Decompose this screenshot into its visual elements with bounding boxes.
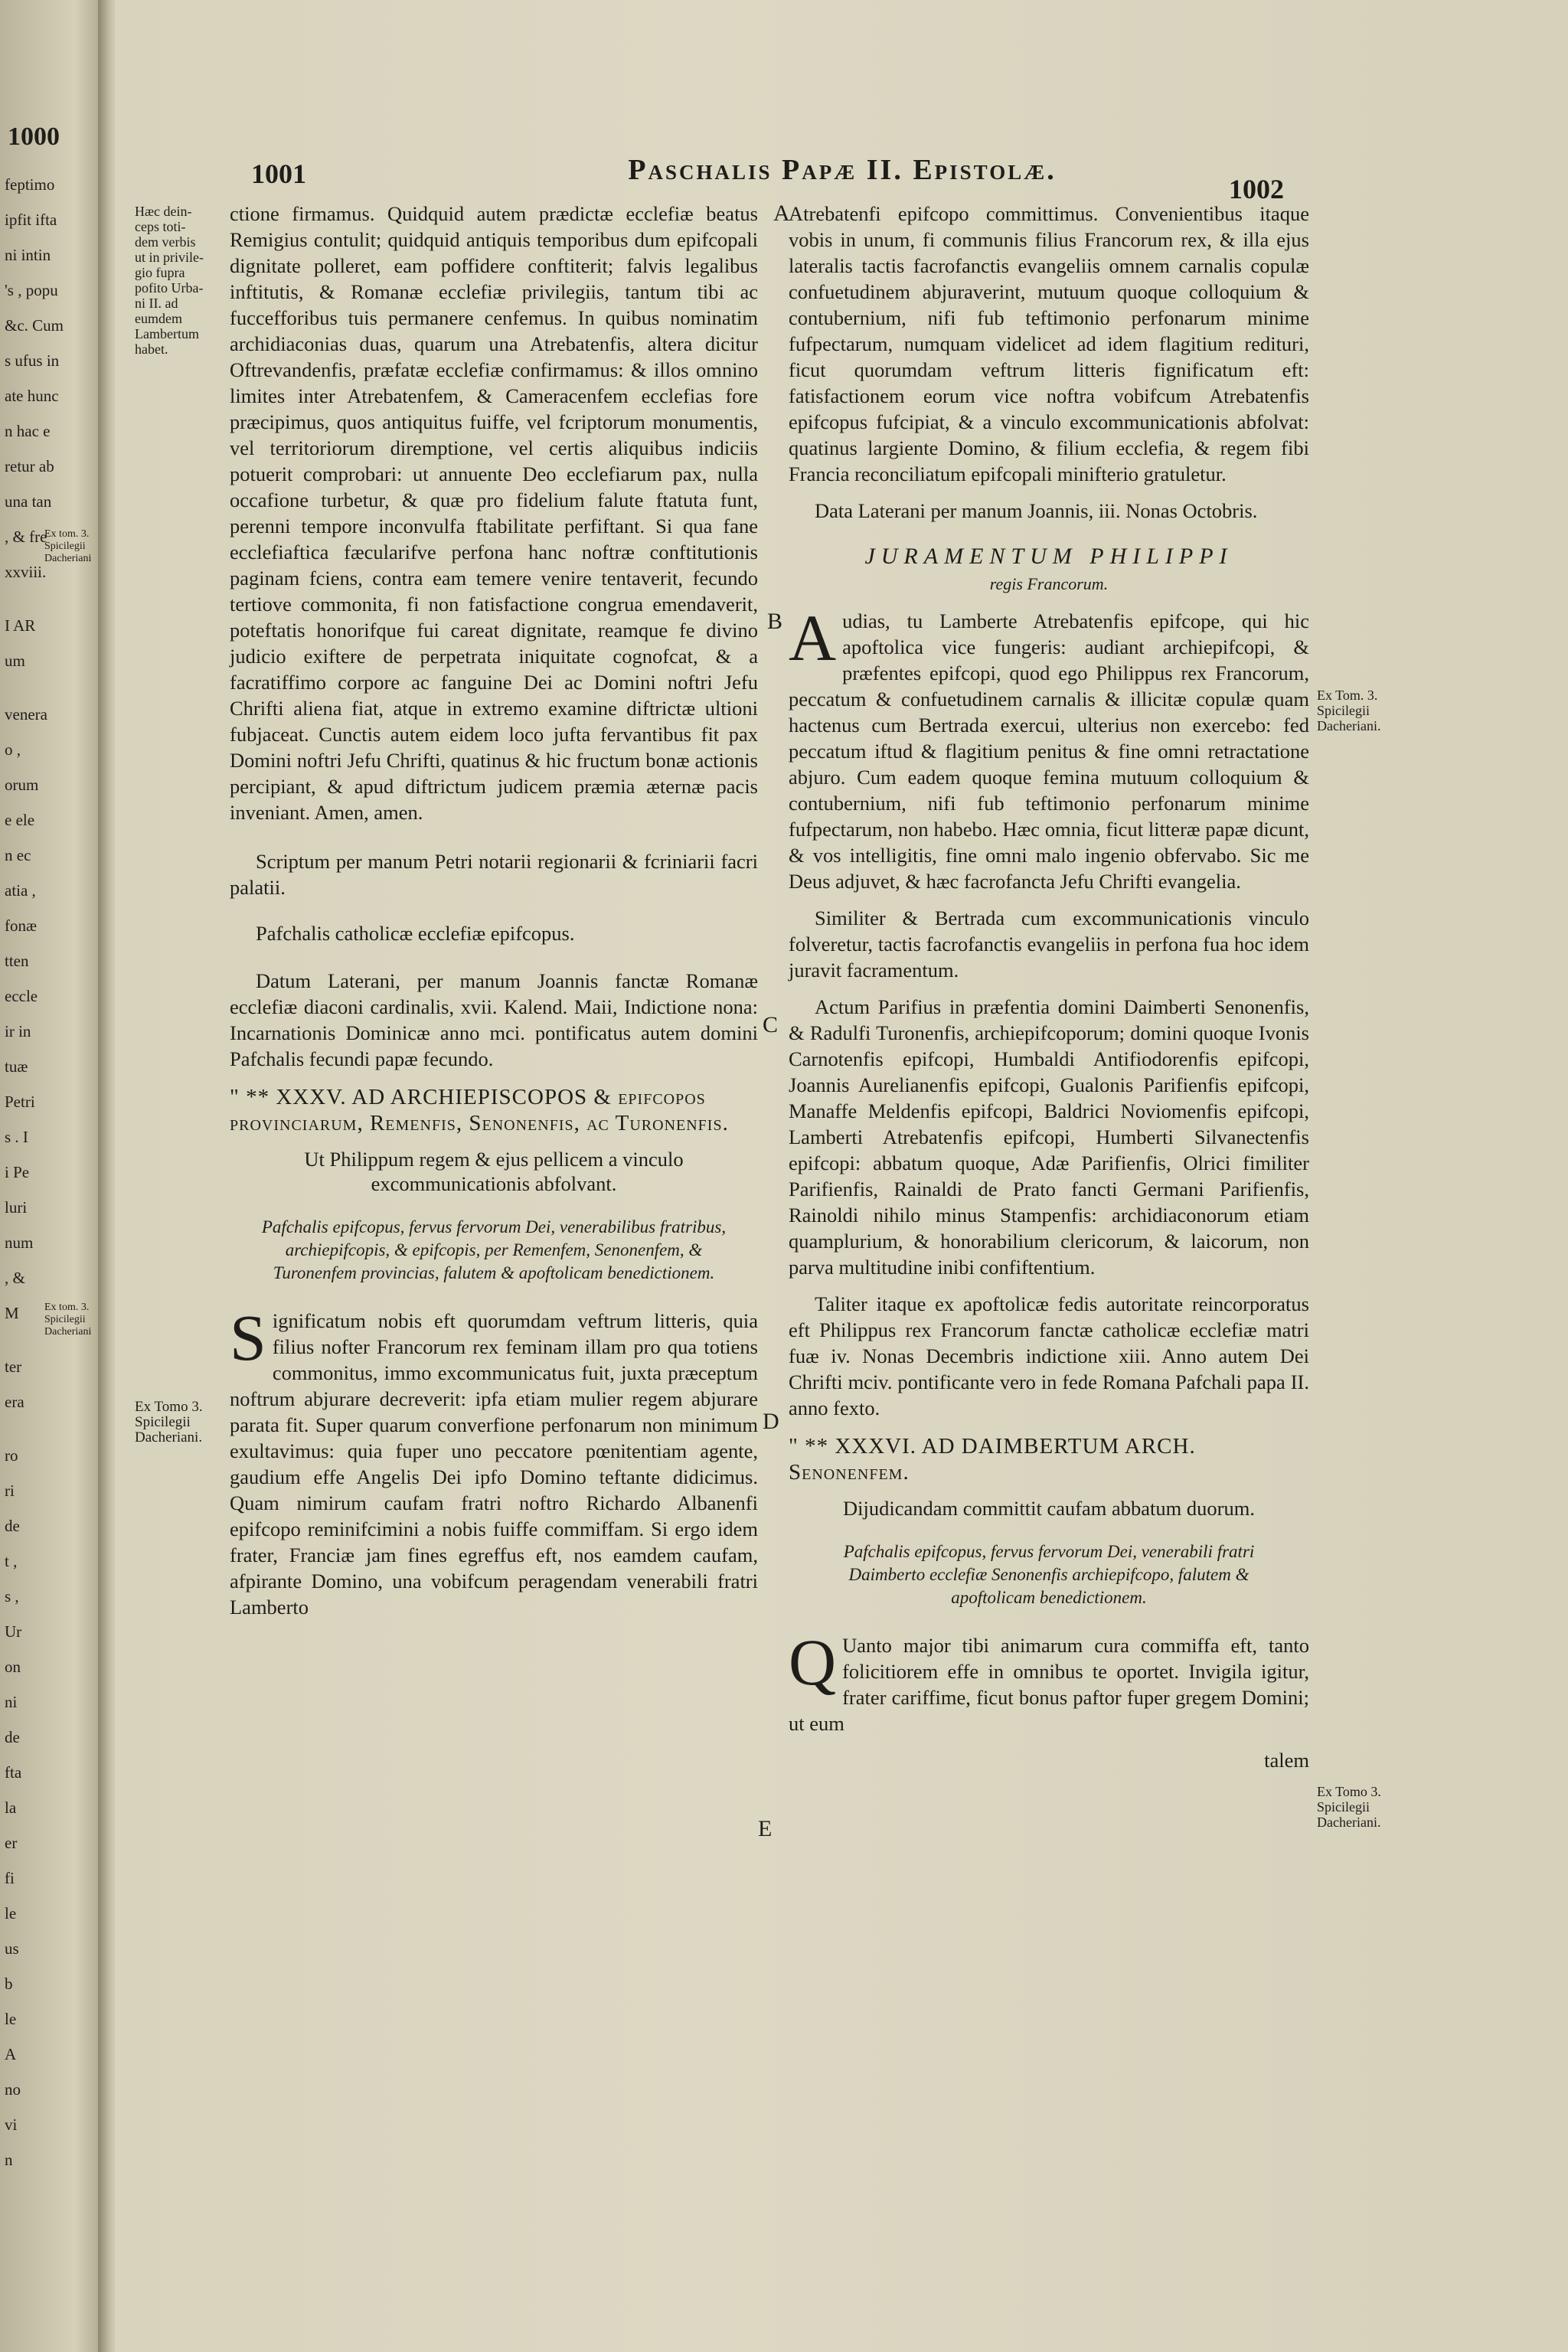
- margin-note-privilege: Hæc dein- ceps toti- dem verbis ut in privile- gio fupra pofito Urba- ni II. ad eumdem Lambertum habet.: [135, 204, 204, 357]
- facing-fragment: ate hunc: [5, 387, 59, 405]
- facing-fragment: una tan: [5, 492, 52, 511]
- facing-fragment: n ec: [5, 846, 31, 864]
- facing-fragment: vi: [5, 2115, 18, 2134]
- margin-note-spicilegium-left: Ex Tomo 3. Spicilegii Dacheriani.: [135, 1399, 203, 1446]
- facing-fragment: um: [5, 652, 25, 670]
- section-letter-b: B: [767, 609, 783, 634]
- facing-fragment: , &: [5, 1269, 25, 1287]
- facing-fragment: le: [5, 2010, 17, 2028]
- margin-note-spicilegium-right-2: Ex Tomo 3. Spicilegii Dacheriani.: [1317, 1784, 1381, 1830]
- privilege-text: ctione firmamus. Quidquid autem prædictæ ecclefiæ beatus Remigius contulit; quidquid antiquis temporibus dum epifcopali dignitate polleret, eam poffidere conftiterit; falvis legalibus inftitutis, & Romanæ ecclefiæ privilegiis, tantum tibi ac fuccefforibus tuis permanere cenfemus. In quibus nominatim archidiaconias duas, quarum una Atrebatenfis, altera dicitur Oftrevandenfis, præfatæ ecclefiæ confirmamus: & illos omnino limites inter Atrebatenfem, & Cameracenfem ecclefias fore præcipimus, quos antiquitus fuiffe, vel fcriptorum monumentis, vel territoriorum diremptione, vel certis aliquibus indiciis potuerit comprobari: ut annuente Deo ecclefiarum pax, nulla occafione turbetur, & quæ pro fidelium falute ftatuta funt, perenni tempore inconvulfa ftabilitate perfiftant. Si qua fane ecclefiaftica fæcularifve perfona hanc noftræ conftitutionis paginam fciens, contra eam temere venire tentaverit, fecundo tertiove commonita, fi non fatisfactione congrua emendaverit, poteftatis honorifque fui careat dignitate, reamque fe divino judicio exiftere de perpetrata iniquitate cognofcat, & a facratiffimo corpore ac fanguine Dei ac Domini noftri Jefu Chrifti aliena fiat, atque in extremo examine diftrictæ ultioni fubjaceat. Cunctis autem eidem loco jufta fervantibus fit pax Domini noftri Jefu Chrifti, quatinus & hic fructum bonæ actionis percipiant, & apud diftrictum judicem præmia æternæ pacis inveniant. Amen, amen.: [230, 202, 758, 824]
- letter-heading-xxxv: " ** XXXV. AD ARCHIEPISCOPOS & epifcopos provinciarum, Remenfis, Senonenfis, ac Turonenfis.: [230, 1085, 729, 1135]
- facing-fragment: la: [5, 1798, 17, 1817]
- facing-fragment: s ufus in: [5, 351, 60, 370]
- actum-paragraph: Actum Parifius in præfentia domini Daimberti Senonenfis, & Radulfi Turonenfis, archiepifcoporum; domini quoque Ivonis Carnotenfis epifcopi, Humbaldi Antifiodorenfis epifcopi, Joannis Aurelianenfis epifcopi, Gualonis Parifienfis epifcopi, Manaffe Meldenfis epifcopi, Baldrici Noviomenfis epifcopi, Lamberti Atrebatenfis epifcopi, Humberti Silvanectenfis epifcopi: abbatum quoque, Adæ Parifienfis, Olrici fimiliter Parifienfis, Rainaldi de Prato fancti Germani Parifienfis, Rainoldi nihilo minus Stampenfis: archidiaconorum etiam quamplurium, & honorabilium clericorum, & laicorum, non parva multitudine inibi confiftentium.: [789, 995, 1309, 1279]
- drop-cap-s: S: [230, 1301, 266, 1374]
- section-letter-a: A: [773, 201, 790, 226]
- facing-fragment: fta: [5, 1763, 22, 1782]
- facing-fragment: ri: [5, 1481, 15, 1500]
- facing-fragment: s ,: [5, 1587, 19, 1606]
- letter-body-xxxv: [230, 1301, 758, 1620]
- facing-fragment: ir in: [5, 1022, 31, 1040]
- facing-fragment: I AR: [5, 616, 36, 635]
- facing-fragment: A: [5, 2045, 17, 2063]
- letter-body-xxxvi-text: Uanto major tibi animarum cura commiffa eft, tanto folicitiorem effe in omnibus te oportet. Invigila igitur, frater cariffime, ficut bonus paftor fuper gregem Domini; ut eum: [789, 1634, 1309, 1735]
- facing-fragment: le: [5, 1904, 17, 1922]
- facing-page: [0, 0, 107, 2352]
- facing-fragment: n: [5, 2151, 13, 2169]
- right-column: [789, 201, 1309, 1784]
- facing-fragment: ni: [5, 1693, 18, 1711]
- signature-line: Pafchalis catholicæ ecclefiæ epifcopus.: [256, 922, 575, 945]
- oath-subtitle: regis Francorum.: [989, 574, 1109, 593]
- facing-margin-note-2: Ex tom. 3. Spicilegii Dacheriani: [44, 1302, 92, 1338]
- facing-fragment: t ,: [5, 1552, 18, 1570]
- letter-salutation-xxxvi: Pafchalis epifcopus, fervus fervorum Dei, venerabili fratri Daimberto ecclefiæ Senonenfis archiepifcopo, falutem & apoftolicam benedictionem.: [843, 1542, 1255, 1607]
- page-header: [115, 153, 1568, 204]
- facing-fragment: i Pe: [5, 1163, 30, 1181]
- datum-line: Datum Laterani, per manum Joannis fanctæ Romanæ ecclefiæ diaconi cardinalis, xvii. Kalend. Maii, Indictione nona: Incarnationis Dominicæ anno mci. pontificatus autem domini Pafchalis fecundi papæ fecundo.: [230, 969, 758, 1070]
- facing-fragment: Ur: [5, 1622, 22, 1641]
- page-number-right: 1002: [1229, 174, 1284, 204]
- facing-fragment: us: [5, 1939, 19, 1958]
- facing-fragment: M: [5, 1304, 19, 1322]
- facing-fragment: b: [5, 1975, 13, 1993]
- section-letter-c: C: [763, 1012, 779, 1037]
- section-letter-d: D: [763, 1409, 779, 1434]
- facing-fragment: de: [5, 1517, 20, 1535]
- facing-fragment: orum: [5, 776, 39, 794]
- data-line: Data Laterani per manum Joannis, iii. Nonas Octobris.: [815, 499, 1258, 522]
- scriptum-line: Scriptum per manum Petri notarii regionarii & fcriniarii facri palatii.: [230, 850, 758, 899]
- facing-fragment: s . I: [5, 1128, 28, 1146]
- facing-fragment: fonæ: [5, 916, 37, 935]
- facing-fragment: venera: [5, 705, 47, 724]
- facing-margin-note-1: Ex tom. 3. Spicilegii Dacheriani: [44, 528, 92, 564]
- facing-fragment: n hac e: [5, 422, 51, 440]
- facing-fragment: , & fre: [5, 528, 47, 546]
- page-number-left: 1001: [251, 158, 306, 189]
- facing-fragment: eccle: [5, 987, 38, 1005]
- margin-note-spicilegium-right-1: Ex Tom. 3. Spicilegii Dacheriani.: [1317, 688, 1381, 733]
- drop-cap-q: Q: [789, 1625, 837, 1699]
- facing-fragment: tuæ: [5, 1057, 28, 1076]
- facing-fragment: de: [5, 1728, 20, 1746]
- oath-body: [789, 601, 1309, 894]
- facing-fragment: luri: [5, 1198, 28, 1217]
- facing-fragment: ter: [5, 1357, 22, 1376]
- section-letter-e: E: [758, 1816, 773, 1841]
- letter-heading-xxxvi: " ** XXXVI. AD DAIMBERTUM ARCH. Senonenfem.: [789, 1434, 1196, 1485]
- facing-fragment: ro: [5, 1446, 18, 1465]
- facing-fragment: er: [5, 1834, 18, 1852]
- letter-summary-xxxv: Ut Philippum regem & ejus pellicem a vinculo excommunicationis abfolvant.: [304, 1148, 684, 1195]
- drop-cap-a: A: [789, 601, 837, 675]
- facing-fragment: &c. Cum: [5, 316, 64, 335]
- facing-fragment: no: [5, 2080, 21, 2099]
- facing-fragment: e ele: [5, 811, 35, 829]
- facing-fragment: xxviii.: [5, 563, 47, 581]
- letter-summary-xxxvi: Dijudicandam committit caufam abbatum duorum.: [843, 1497, 1255, 1520]
- facing-fragment: 's , popu: [5, 281, 58, 299]
- running-title: Paschalis Papæ II. Epistolæ.: [628, 154, 1057, 186]
- facing-fragment: ni intin: [5, 246, 51, 264]
- catchword: talem: [1264, 1749, 1309, 1772]
- facing-fragment: retur ab: [5, 457, 54, 475]
- similiter-paragraph: Similiter & Bertrada cum excommunicationis vinculo folveretur, tactis facrofanctis evangeliis in perfona fua hoc idem juravit facramentum.: [789, 906, 1309, 982]
- facing-fragment: atia ,: [5, 881, 36, 900]
- facing-fragment: era: [5, 1393, 24, 1411]
- facing-fragment: num: [5, 1233, 34, 1252]
- letter-continuation: Atrebatenfi epifcopo committimus. Convenientibus itaque vobis in unum, fi communis filius Francorum rex, & illa ejus lateralis tactis facrofanctis evangeliis omnem carnalis copulæ confuetudinem abjuraverint, mutuum quoque colloquium & contubernium, nifi fub teftimonio perfonarum minime fufpectarum, numquam videlicet ad idem flagitium redituri, ficut quorumdam veftrum litteris fignificatum eft: fatisfactionem eorum vice noftra vobifcum Atrebatenfis epifcopus fufcipiat, & a vinculo excommunicationis abfolvat: quatinus largiente Domino, & filium ecclefia, & regem fibi Francia reconciliatum epifcopali minifterio gratuletur.: [789, 202, 1309, 485]
- facing-fragment: on: [5, 1658, 21, 1676]
- facing-fragment: ipfit ifta: [5, 211, 57, 229]
- oath-title: JURAMENTUM PHILIPPI: [864, 544, 1233, 569]
- facing-page-number: 1000: [8, 122, 60, 151]
- letter-salutation-xxxv: Pafchalis epifcopus, fervus fervorum Dei, venerabilibus fratribus, archiepifcopis, & epifcopis, per Remenfem, Senonenfem, & Turonenfem provincias, falutem & apoftolicam benedictionem.: [261, 1217, 727, 1282]
- facing-fragment: fi: [5, 1869, 15, 1887]
- oath-body-text: udias, tu Lamberte Atrebatenfis epifcope, qui hic apoftolica vice fungeris: audiant archiepifcopi, & præfentes epifcopi, quod ego Philippus rex Francorum, peccatum & confuetudinem carnalis & illicitæ copulæ quam hactenus cum Bertrada exercui, ulterius non exercebo: fed peccatum iftud & flagitium penitus & fine omni retractatione abjuro. Cum eadem quoque femina mutuum colloquium & contubernium, nifi fub teftimonio perfonarum minime fufpectarum, non habebo. Hæc omnia, ficut litteræ papæ dicunt, & vos intelligitis, fine omni malo ingenio obfervabo. Sic me Deus adjuvet, & hæc facrofancta Jefu Chrifti evangelia.: [789, 609, 1309, 893]
- letter-body-xxxv-text: ignificatum nobis eft quorumdam veftrum litteris, quia filius nofter Francorum rex feminam illam pro qua totiens commonitus, immo excommunicatus fuit, juxta præceptum noftrum abjurare decreverit: ipfa etiam mulier regem abjurare parata fit. Super quarum converfione perfonarum non minimum exultavimus: quia fuper uno peccatore pœnitentiam agente, gaudium effe Angelis Dei ipfo Domino teftante didicimus. Quam nimirum caufam fratri noftro Richardo Albanenfi epifcopo reminifcimini a nobis fuiffe commiffam. Si ergo idem frater, Franciæ jam fines egreffus eft, nos eamdem caufam, afpirante Domino, una vobifcum peragendam venerabili fratri Lamberto: [230, 1309, 758, 1619]
- letter-body-xxxvi: [789, 1625, 1309, 1736]
- book-page: [115, 0, 1568, 2352]
- taliter-paragraph: Taliter itaque ex apoftolicæ fedis autoritate reincorporatus eft Philippus rex Francorum fanctæ catholicæ ecclefiæ matri fuæ iv. Nonas Decembris indictione xiii. Anno autem Dei Chrifti mciv. pontificante vero in fede Romana Pafchali papa II. anno fexto.: [789, 1292, 1309, 1419]
- facing-fragment: feptimo: [5, 175, 55, 194]
- facing-fragment: o ,: [5, 740, 21, 759]
- facing-fragment: tten: [5, 952, 29, 970]
- facing-fragment: Petri: [5, 1093, 35, 1111]
- left-column: [230, 201, 758, 1631]
